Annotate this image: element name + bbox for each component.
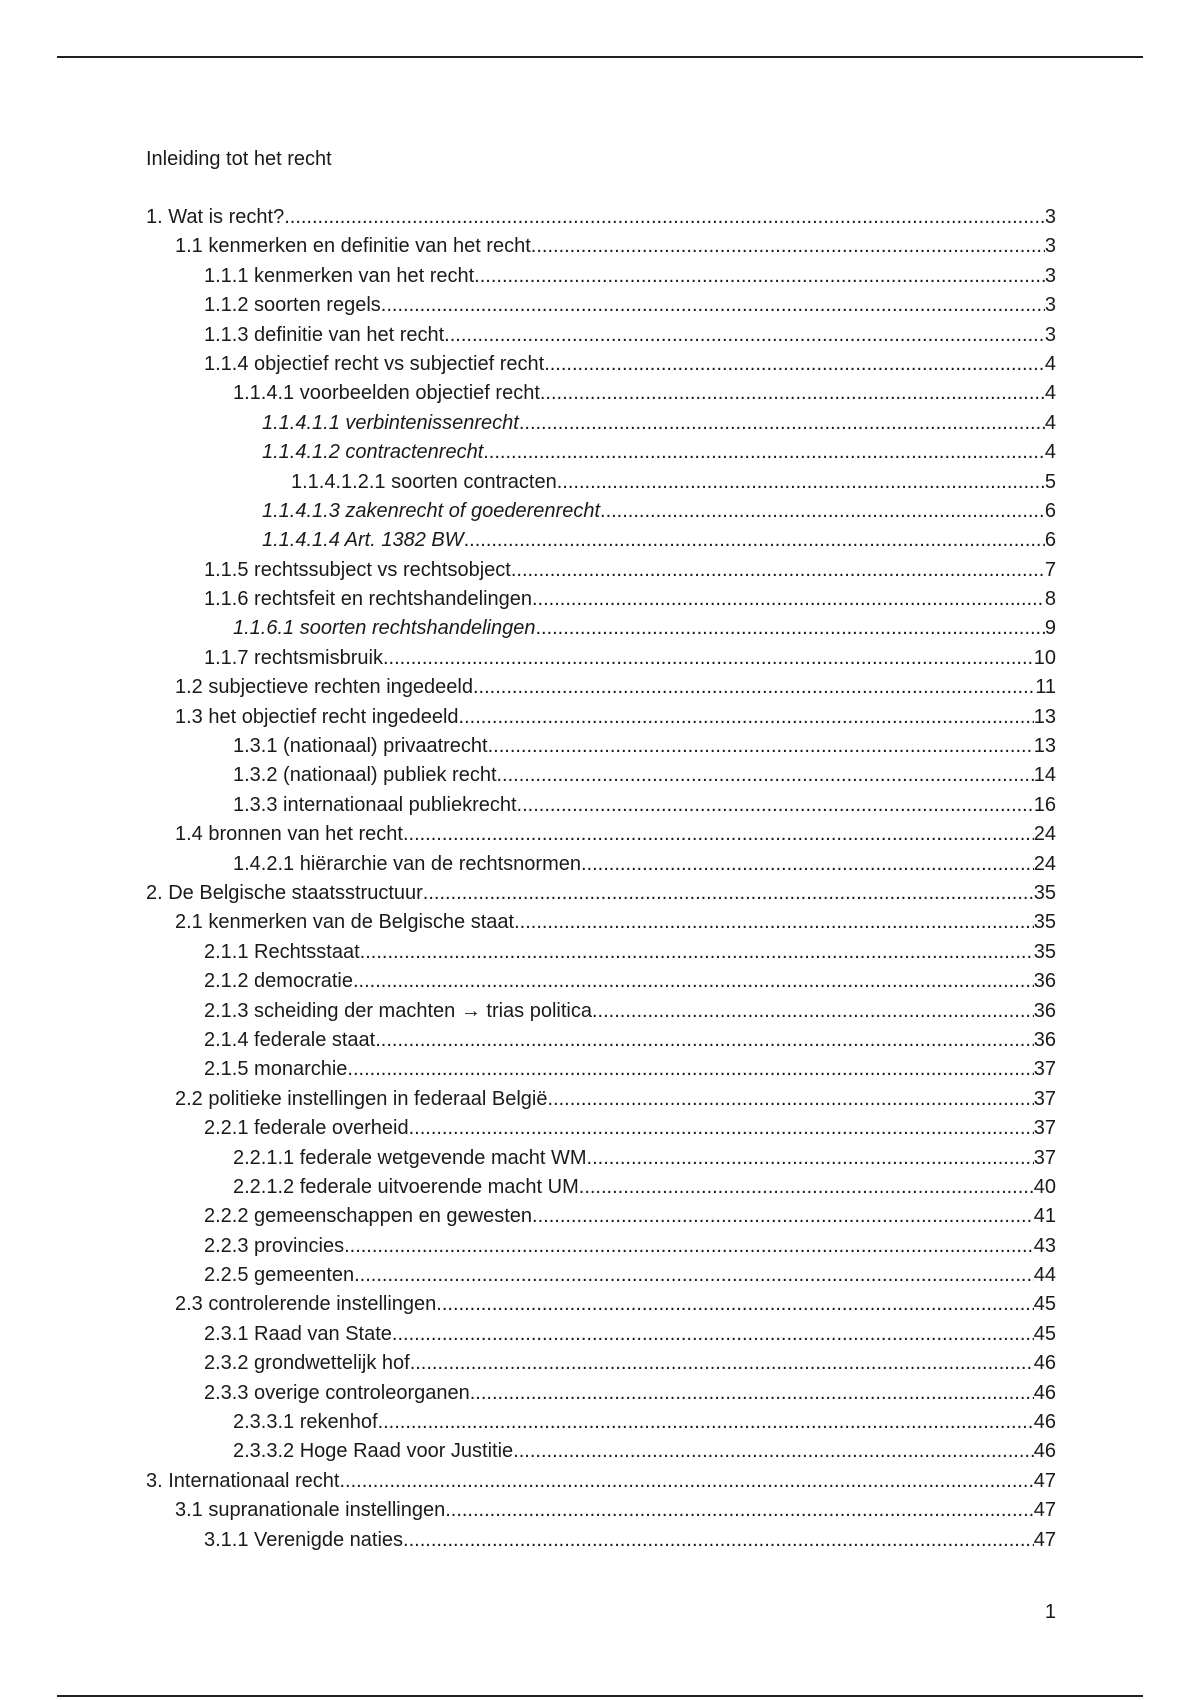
toc-page-number: 47 <box>1033 1469 1056 1492</box>
toc-entry[interactable] <box>146 1351 1056 1380</box>
toc-entry-title: 2.2.2 gemeenschappen en gewesten <box>204 1205 533 1228</box>
toc-entry-title: 1.1.5 rechtssubject vs rechtsobject <box>204 558 511 581</box>
toc-dot-leader <box>436 1292 1033 1316</box>
toc-entry-title: 3. Internationaal recht <box>146 1469 340 1492</box>
toc-page-number: 46 <box>1033 1411 1056 1434</box>
toc-page-number: 8 <box>1044 588 1056 611</box>
toc-dot-leader <box>600 499 1045 523</box>
toc-entry[interactable] <box>146 411 1056 440</box>
toc-entry[interactable] <box>146 1146 1056 1175</box>
toc-entry[interactable] <box>146 1204 1056 1233</box>
toc-page-number: 4 <box>1044 411 1056 434</box>
toc-entry[interactable] <box>146 558 1056 587</box>
toc-entry[interactable] <box>146 793 1056 822</box>
toc-dot-leader <box>557 470 1045 494</box>
toc-dot-leader <box>488 734 1034 758</box>
toc-entry-title: 1.1.4 objectief recht vs subjectief recht <box>204 352 545 375</box>
toc-entry[interactable] <box>146 646 1056 675</box>
toc-page-number: 47 <box>1033 1528 1056 1551</box>
toc-entry-title: 2.3 controlerende instellingen <box>175 1293 437 1316</box>
toc-dot-leader <box>423 881 1034 905</box>
toc-entry-title: 2. De Belgische staatsstructuur <box>146 881 423 904</box>
toc-entry-title: 2.2.1.2 federale uitvoerende macht UM <box>233 1175 579 1198</box>
toc-entry[interactable] <box>146 1469 1056 1498</box>
toc-dot-leader <box>409 1116 1034 1140</box>
toc-entry-title: 1.1 kenmerken en definitie van het recht <box>175 235 531 258</box>
toc-entry[interactable] <box>146 323 1056 352</box>
toc-entry-title: 1.3 het objectief recht ingedeeld <box>175 705 459 728</box>
toc-entry[interactable] <box>146 470 1056 499</box>
toc-entry[interactable] <box>146 734 1056 763</box>
toc-entry-title: 2.2.5 gemeenten <box>204 1264 355 1287</box>
toc-page-number: 3 <box>1044 264 1056 287</box>
toc-entry-title: 2.3.1 Raad van State <box>204 1322 392 1345</box>
toc-dot-leader <box>581 852 1034 876</box>
toc-dot-leader <box>587 1146 1034 1170</box>
toc-entry[interactable] <box>146 705 1056 734</box>
toc-entry[interactable] <box>146 1234 1056 1263</box>
toc-entry[interactable] <box>146 1263 1056 1292</box>
footer-rule <box>57 1695 1143 1697</box>
toc-entry[interactable] <box>146 587 1056 616</box>
toc-page-number: 37 <box>1033 1117 1056 1140</box>
toc-dot-leader <box>344 1234 1034 1258</box>
toc-page-number: 35 <box>1033 940 1056 963</box>
toc-page-number: 35 <box>1033 911 1056 934</box>
toc-entry[interactable] <box>146 999 1056 1028</box>
toc-page-number: 3 <box>1044 206 1056 228</box>
toc-page-number: 46 <box>1033 1440 1056 1463</box>
toc-entry[interactable] <box>146 1057 1056 1086</box>
toc-page-number: 11 <box>1035 676 1056 699</box>
toc-entry[interactable] <box>146 616 1056 645</box>
toc-entry[interactable] <box>146 969 1056 998</box>
toc-dot-leader <box>375 1028 1034 1052</box>
toc-entry-title: 1.1.3 definitie van het recht <box>204 323 445 346</box>
toc-dot-leader <box>519 411 1045 435</box>
toc-entry-title: 1.1.4.1.1 verbintenissenrecht <box>262 411 519 434</box>
toc-dot-leader <box>535 616 1044 640</box>
toc-page-number: 3 <box>1044 323 1056 346</box>
toc-entry-title: 2.2.1.1 federale wetgevende macht WM <box>233 1146 587 1169</box>
toc-page-number: 47 <box>1033 1499 1056 1522</box>
toc-page-number: 46 <box>1033 1381 1056 1404</box>
table-of-contents <box>146 205 1056 1557</box>
toc-entry-title: 2.1.2 democratie <box>204 970 353 993</box>
toc-dot-leader <box>360 940 1034 964</box>
toc-dot-leader <box>497 763 1034 787</box>
toc-entry[interactable] <box>146 234 1056 263</box>
toc-dot-leader <box>403 822 1034 846</box>
toc-page-number: 13 <box>1033 705 1056 728</box>
toc-entry[interactable] <box>146 1175 1056 1204</box>
toc-page-number: 3 <box>1044 294 1056 317</box>
toc-dot-leader <box>474 264 1045 288</box>
toc-entry[interactable] <box>146 822 1056 851</box>
toc-entry-title: 1.1.4.1 voorbeelden objectief recht <box>233 382 540 405</box>
toc-entry-title: 1.1.4.1.3 zakenrecht of goederenrecht <box>262 499 601 522</box>
toc-dot-leader <box>470 1381 1034 1405</box>
toc-dot-leader <box>284 205 1045 229</box>
document-title: Inleiding tot het recht <box>146 148 332 170</box>
toc-page-number: 6 <box>1044 529 1056 552</box>
toc-page-number: 4 <box>1044 382 1056 405</box>
toc-entry-title: 1.1.6 rechtsfeit en rechtshandelingen <box>204 588 532 611</box>
toc-entry[interactable] <box>146 675 1056 704</box>
toc-entry-title: 1.1.7 rechtsmisbruik <box>204 646 383 669</box>
toc-page-number: 5 <box>1044 470 1056 493</box>
toc-dot-leader <box>347 1057 1033 1081</box>
toc-entry[interactable] <box>146 940 1056 969</box>
toc-entry-title: 2.2 politieke instellingen in federaal België <box>175 1087 548 1110</box>
toc-entry-title: 2.1 kenmerken van de Belgische staat <box>175 911 515 934</box>
toc-entry-title: 3.1 supranationale instellingen <box>175 1499 446 1522</box>
toc-entry-title: 2.1.5 monarchie <box>204 1058 348 1081</box>
toc-page-number: 40 <box>1033 1175 1056 1198</box>
toc-dot-leader <box>354 1263 1034 1287</box>
toc-entry[interactable] <box>146 763 1056 792</box>
toc-dot-leader <box>511 558 1045 582</box>
toc-entry[interactable] <box>146 1322 1056 1351</box>
toc-entry-title: 2.3.2 grondwettelijk hof <box>204 1352 410 1375</box>
toc-entry[interactable] <box>146 205 1056 234</box>
toc-dot-leader <box>532 1204 1034 1228</box>
toc-entry-title: 2.1.3 scheiding der machten → trias politica <box>204 999 592 1022</box>
toc-entry[interactable] <box>146 1439 1056 1468</box>
toc-entry-title: 1.3.3 internationaal publiekrecht <box>233 793 517 816</box>
toc-dot-leader <box>513 1439 1034 1463</box>
toc-entry[interactable] <box>146 1410 1056 1439</box>
toc-entry-title: 2.1.4 federale staat <box>204 1028 376 1051</box>
toc-page-number: 36 <box>1033 999 1056 1022</box>
toc-dot-leader <box>483 440 1045 464</box>
toc-page-number: 10 <box>1033 646 1056 669</box>
toc-dot-leader <box>464 528 1045 552</box>
toc-entry-title: 2.1.1 Rechtsstaat <box>204 940 360 963</box>
toc-page-number: 24 <box>1033 852 1056 875</box>
toc-page-number: 6 <box>1044 499 1056 522</box>
toc-dot-leader <box>579 1175 1034 1199</box>
toc-entry[interactable] <box>146 1528 1056 1557</box>
toc-dot-leader <box>592 999 1034 1023</box>
header-rule <box>57 56 1143 58</box>
toc-page-number: 36 <box>1033 970 1056 993</box>
toc-entry[interactable] <box>146 264 1056 293</box>
toc-dot-leader <box>540 381 1045 405</box>
toc-dot-leader <box>445 1498 1034 1522</box>
toc-page-number: 7 <box>1044 558 1056 581</box>
toc-page-number: 46 <box>1033 1352 1056 1375</box>
toc-entry-title: 1.2 subjectieve rechten ingedeeld <box>175 676 473 699</box>
toc-entry-title: 1.1.4.1.2 contractenrecht <box>262 441 484 464</box>
toc-dot-leader <box>378 1410 1034 1434</box>
toc-page-number: 44 <box>1033 1264 1056 1287</box>
toc-page-number: 37 <box>1033 1058 1056 1081</box>
toc-dot-leader <box>410 1351 1034 1375</box>
toc-dot-leader <box>547 1087 1033 1111</box>
toc-page-number: 14 <box>1033 764 1056 787</box>
toc-page-number: 37 <box>1033 1087 1056 1110</box>
toc-entry-title: 2.3.3.1 rekenhof <box>233 1411 378 1434</box>
toc-page-number: 4 <box>1044 441 1056 464</box>
toc-page-number: 4 <box>1044 352 1056 375</box>
toc-dot-leader <box>531 234 1045 258</box>
toc-page-number: 13 <box>1033 735 1056 758</box>
toc-entry-title: 1.3.1 (nationaal) privaatrecht <box>233 735 488 758</box>
toc-entry[interactable] <box>146 1381 1056 1410</box>
toc-entry[interactable] <box>146 852 1056 881</box>
toc-entry[interactable] <box>146 1028 1056 1057</box>
page-number: 1 <box>1044 1601 1056 1623</box>
toc-dot-leader <box>473 675 1035 699</box>
toc-entry-title: 1.1.6.1 soorten rechtshandelingen <box>233 617 536 640</box>
toc-dot-leader <box>339 1469 1033 1493</box>
toc-page-number: 9 <box>1044 617 1056 640</box>
toc-dot-leader <box>444 323 1045 347</box>
toc-entry-title: 1.1.4.1.4 Art. 1382 BW <box>262 529 464 552</box>
toc-entry[interactable] <box>146 1292 1056 1321</box>
toc-dot-leader <box>403 1528 1034 1552</box>
toc-page-number: 3 <box>1044 235 1056 258</box>
toc-entry-title: 1.1.4.1.2.1 soorten contracten <box>291 470 557 493</box>
toc-entry-title: 2.2.1 federale overheid <box>204 1117 409 1140</box>
toc-entry-title: 1.3.2 (nationaal) publiek recht <box>233 764 497 787</box>
toc-entry[interactable] <box>146 910 1056 939</box>
toc-entry-title: 1.1.1 kenmerken van het recht <box>204 264 475 287</box>
toc-dot-leader <box>517 793 1034 817</box>
toc-dot-leader <box>381 293 1045 317</box>
toc-page-number: 36 <box>1033 1028 1056 1051</box>
toc-entry[interactable] <box>146 528 1056 557</box>
toc-entry-title: 2.3.3 overige controleorganen <box>204 1381 470 1404</box>
toc-dot-leader <box>353 969 1034 993</box>
toc-entry[interactable] <box>146 293 1056 322</box>
toc-entry[interactable] <box>146 881 1056 910</box>
toc-page-number: 45 <box>1033 1322 1056 1345</box>
toc-dot-leader <box>383 646 1034 670</box>
toc-entry[interactable] <box>146 499 1056 528</box>
toc-entry[interactable] <box>146 1087 1056 1116</box>
toc-page-number: 37 <box>1033 1146 1056 1169</box>
toc-entry-title: 1.4 bronnen van het recht <box>175 823 403 846</box>
toc-entry-title: 2.3.3.2 Hoge Raad voor Justitie <box>233 1440 514 1463</box>
toc-page-number: 16 <box>1033 793 1056 816</box>
toc-dot-leader <box>459 705 1034 729</box>
toc-page-number: 43 <box>1033 1234 1056 1257</box>
toc-dot-leader <box>532 587 1045 611</box>
toc-entry-title: 1.1.2 soorten regels <box>204 294 381 317</box>
toc-entry-title: 1. Wat is recht? <box>146 206 285 228</box>
toc-page-number: 24 <box>1033 823 1056 846</box>
toc-entry[interactable] <box>146 352 1056 381</box>
toc-page-number: 41 <box>1033 1205 1056 1228</box>
toc-dot-leader <box>392 1322 1034 1346</box>
toc-page-number: 45 <box>1033 1293 1056 1316</box>
toc-dot-leader <box>544 352 1045 376</box>
toc-entry[interactable] <box>146 1116 1056 1145</box>
toc-entry-title: 3.1.1 Verenigde naties <box>204 1528 404 1551</box>
toc-entry[interactable] <box>146 381 1056 410</box>
toc-dot-leader <box>514 910 1034 934</box>
toc-entry[interactable] <box>146 440 1056 469</box>
toc-entry-title: 1.4.2.1 hiërarchie van de rechtsnormen <box>233 852 581 875</box>
toc-entry[interactable] <box>146 1498 1056 1527</box>
toc-page-number: 35 <box>1033 881 1056 904</box>
toc-entry-title: 2.2.3 provincies <box>204 1234 345 1257</box>
